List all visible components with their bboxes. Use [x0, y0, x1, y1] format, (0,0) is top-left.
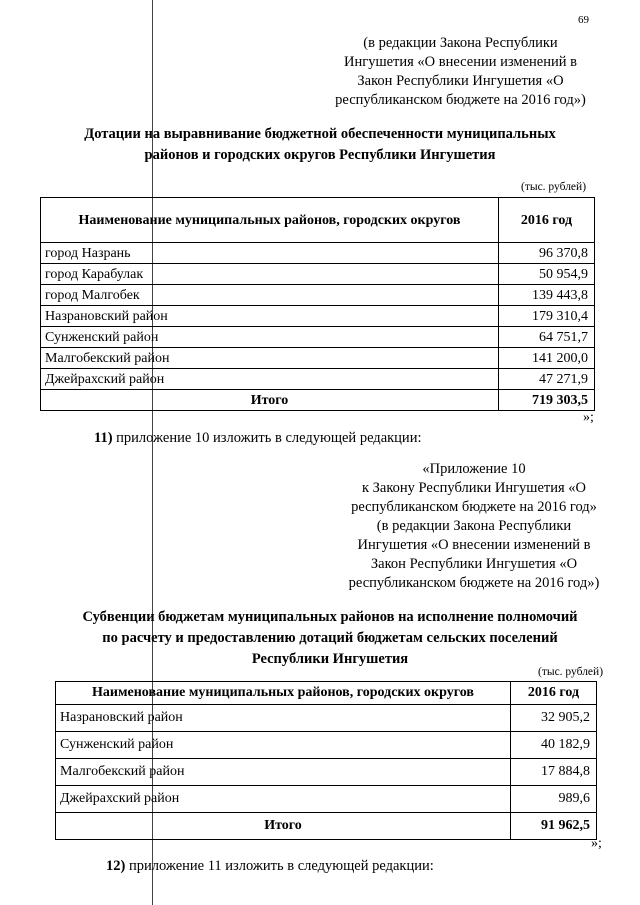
- table-header-row: [56, 682, 597, 705]
- column-header-year: 2016 год: [499, 198, 595, 243]
- table1-heading: [40, 124, 600, 166]
- row-value: 989,6: [511, 786, 597, 813]
- row-value: 96 370,8: [499, 243, 595, 264]
- table-row: [41, 285, 595, 306]
- table-row: [41, 243, 595, 264]
- appendix-reference-line: республиканском бюджете на 2016 год»: [351, 499, 597, 515]
- row-name: Джейрахский район: [41, 369, 499, 390]
- intro-reference-line: Закон Республики Ингушетия «О: [357, 73, 564, 89]
- total-row: [56, 813, 597, 840]
- table-row: [56, 732, 597, 759]
- table2-units: (тыс. рублей): [538, 666, 604, 678]
- intro-reference: [318, 34, 603, 110]
- row-value: 50 954,9: [499, 264, 595, 285]
- appendix-reference-line: Закон Республики Ингушетия «О: [370, 556, 578, 572]
- row-value: 47 271,9: [499, 369, 595, 390]
- heading-line: районов и городских округов Республики Ингушетия: [144, 147, 496, 163]
- column-header-name: Наименование муниципальных районов, городских округов: [56, 682, 511, 705]
- total-value: 91 962,5: [511, 813, 597, 840]
- row-name: Джейрахский район: [56, 786, 511, 813]
- total-label: Итого: [41, 390, 499, 411]
- table-header-row: [41, 198, 595, 243]
- heading-line: по расчету и предоставлению дотаций бюджетам сельских поселений: [102, 630, 558, 646]
- heading-line: Субвенции бюджетам муниципальных районов на исполнение полномочий: [82, 609, 578, 625]
- heading-line: Дотации на выравнивание бюджетной обеспеченности муниципальных: [84, 126, 556, 142]
- table2-closing-quote: »;: [591, 836, 602, 851]
- row-name: Сунженский район: [56, 732, 511, 759]
- table1-closing-quote: »;: [583, 410, 594, 425]
- row-name: город Малгобек: [41, 285, 499, 306]
- item-12-number: 12): [106, 858, 126, 874]
- table-row: [41, 306, 595, 327]
- item-11-text: приложение 10 изложить в следующей редакции:: [112, 430, 422, 446]
- row-name: город Карабулак: [41, 264, 499, 285]
- item-12-text: приложение 11 изложить в следующей редакции:: [125, 858, 434, 874]
- row-value: 141 200,0: [499, 348, 595, 369]
- column-header-name: Наименование муниципальных районов, городских округов: [41, 198, 499, 243]
- table-row: [56, 786, 597, 813]
- row-value: 17 884,8: [511, 759, 597, 786]
- item-11-number: 11): [94, 430, 113, 446]
- table-row: [41, 327, 595, 348]
- row-value: 32 905,2: [511, 705, 597, 732]
- appendix-reference-line: к Закону Республики Ингушетия «О: [361, 480, 587, 496]
- item-12: [106, 858, 434, 875]
- row-name: Малгобекский район: [56, 759, 511, 786]
- row-name: Сунженский район: [41, 327, 499, 348]
- appendix-reference-line: Ингушетия «О внесении изменений в: [357, 537, 591, 553]
- intro-reference-line: республиканском бюджете на 2016 год»): [335, 92, 586, 108]
- column-header-year: 2016 год: [511, 682, 597, 705]
- appendix-reference-line: республиканском бюджете на 2016 год»): [348, 575, 600, 591]
- heading-line: Республики Ингушетия: [251, 651, 409, 667]
- row-name: Назрановский район: [41, 306, 499, 327]
- subventions-table: [55, 681, 597, 840]
- table-row: [41, 369, 595, 390]
- row-value: 179 310,4: [499, 306, 595, 327]
- row-value: 64 751,7: [499, 327, 595, 348]
- appendix-reference-line: (в редакции Закона Республики: [376, 518, 572, 534]
- table-row: [41, 264, 595, 285]
- table1-units: (тыс. рублей): [521, 181, 587, 193]
- total-value: 719 303,5: [499, 390, 595, 411]
- row-value: 40 182,9: [511, 732, 597, 759]
- appendix-reference-line: «Приложение 10: [422, 461, 526, 477]
- appendix-reference: [338, 460, 610, 593]
- table-row: [56, 759, 597, 786]
- dotations-table: [40, 197, 595, 411]
- total-label: Итого: [56, 813, 511, 840]
- row-value: 139 443,8: [499, 285, 595, 306]
- item-11: [94, 430, 421, 447]
- intro-reference-line: (в редакции Закона Республики: [363, 35, 558, 51]
- table2-heading: [40, 607, 620, 670]
- page-number: 69: [578, 14, 589, 26]
- row-name: город Назрань: [41, 243, 499, 264]
- total-row: [41, 390, 595, 411]
- table-row: [56, 705, 597, 732]
- row-name: Малгобекский район: [41, 348, 499, 369]
- intro-reference-line: Ингушетия «О внесении изменений в: [344, 54, 577, 70]
- row-name: Назрановский район: [56, 705, 511, 732]
- table-row: [41, 348, 595, 369]
